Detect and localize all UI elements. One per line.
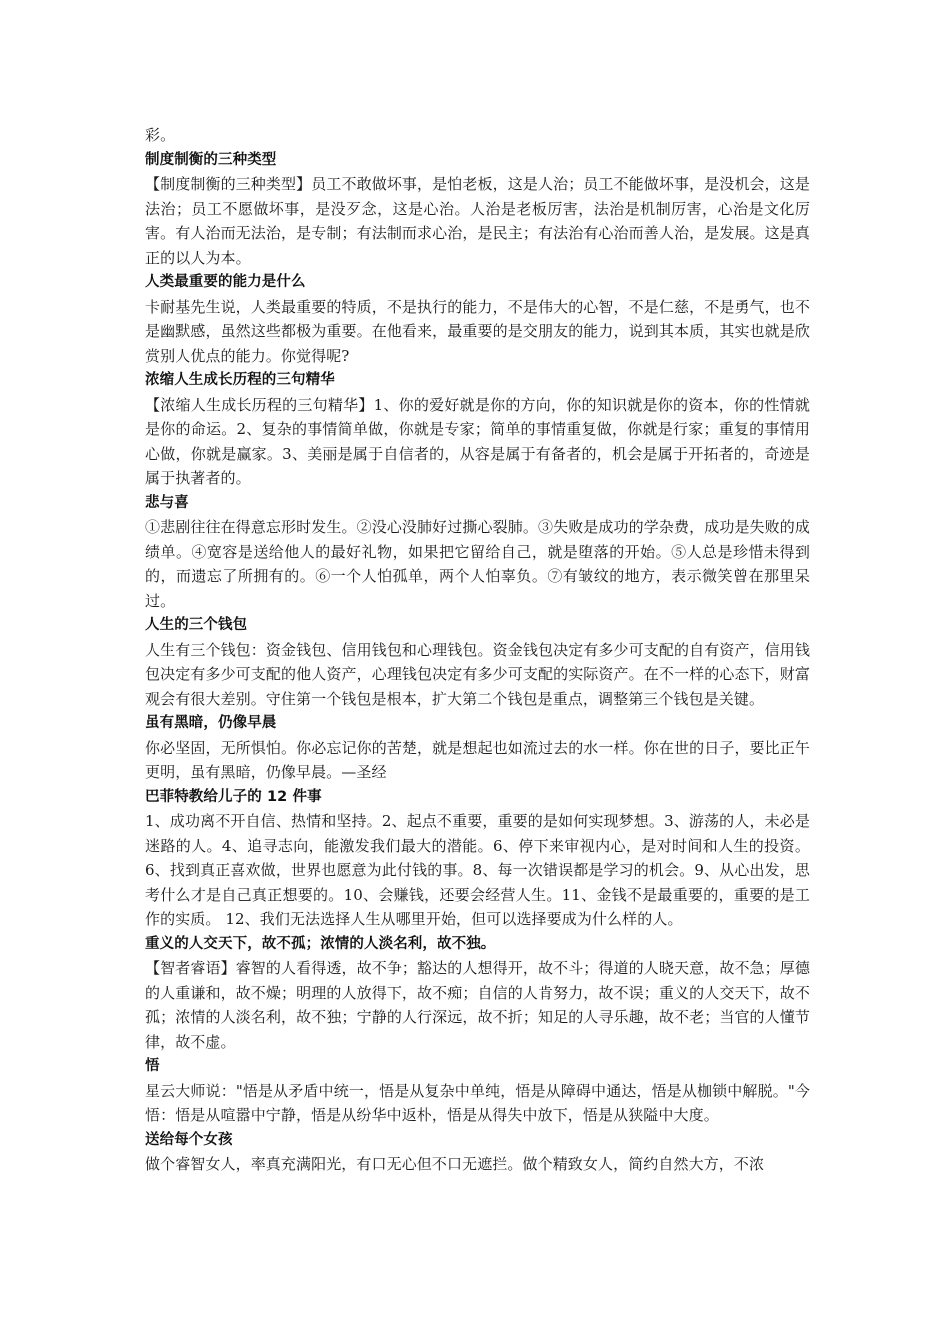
section-paragraph: 星云大师说："悟是从矛盾中统一，悟是从复杂中单纯，悟是从障碍中通达，悟是从枷锁中解脱。"今悟：悟是从喧嚣中宁静，悟是从纷华中返朴，悟是从得失中放下，悟是从狭隘中大度。 <box>145 1081 810 1124</box>
section-heading: 送给每个女孩 <box>145 1131 233 1148</box>
section-paragraph: 人生有三个钱包：资金钱包、信用钱包和心理钱包。资金钱包决定有多少可支配的自有资产，信用钱包决定有多少可支配的他人资产，心理钱包决定有多少可支配的实际资产。在不一样的心态下，财富观会有很大差别。守住第一个钱包是根本，扩大第二个钱包是重点，调整第三个钱包是关键。 <box>145 640 810 708</box>
section-paragraph: 【智者睿语】睿智的人看得透，故不争；豁达的人想得开，故不斗；得道的人晓天意，故不急；厚德的人重谦和，故不燥；明理的人放得下，故不痴；自信的人肯努力，故不误；重义的人交天下，故不孤；浓情的人淡名利，故不独；宁静的人行深远，故不折；知足的人寻乐趣，故不老；当官的人懂节律，故不虚。 <box>145 959 810 1051</box>
section-heading: 人类最重要的能力是什么 <box>145 274 306 290</box>
section-paragraph: 1、成功离不开自信、热情和坚持。2、起点不重要，重要的是如何实现梦想。3、游荡的人，未必是迷路的人。4、追寻志向，能激发我们最大的潜能。6、停下来审视内心，是对时间和人生的投资。6、找到真正喜欢做，世界也愿意为此付钱的事。8、每一次错误都是学习的机会。9、从心出发，思考什么才是自己真正想要的。10、会赚钱，还要会经营人生。11、金钱不是最重要的，重要的是工作的实质。 12、我们无法选择人生从哪里开始，但可以选择要成为什么样的人。 <box>145 812 810 928</box>
section-paragraph: 卡耐基先生说，人类最重要的特质，不是执行的能力，不是伟大的心智，不是仁慈，不是勇气，也不是幽默感，虽然这些都极为重要。在他看来，最重要的是交朋友的能力，说到其本质，其实也就是欣赏别人优点的能力。你觉得呢? <box>145 297 810 365</box>
section-heading: 制度制衡的三种类型 <box>145 151 277 168</box>
section-paragraph: 做个睿智女人，率真充满阳光，有口无心但不口无遮拦。做个精致女人，简约自然大方，不浓 <box>145 1155 765 1173</box>
section-paragraph: 【制度制衡的三种类型】员工不敢做坏事，是怕老板，这是人治；员工不能做坏事，是没机会，这是法治；员工不愿做坏事，是没歹念，这是心治。人治是老板厉害，法治是机制厉害，心治是文化厉害。有人治而无法治，是专制；有法制而求心治，是民主；有法治有心治而善人治，是发展。这是真正的以人为本。 <box>145 175 810 267</box>
section-paragraph: ①悲剧往往在得意忘形时发生。②没心没肺好过撕心裂肺。③失败是成功的学杂费，成功是失败的成绩单。④宽容是送给他人的最好礼物，如果把它留给自己，就是堕落的开始。⑤人总是珍惜未得到的，而遗忘了所拥有的。⑥一个人怕孤单，两个人怕辜负。⑦有皱纹的地方，表示微笑曾在那里呆过。 <box>145 518 810 610</box>
section-heading: 人生的三个钱包 <box>145 617 248 633</box>
section-heading: 重义的人交天下，故不孤；浓情的人淡名利，故不独。 <box>145 935 496 952</box>
document-body <box>145 123 810 1177</box>
section-heading: 虽有黑暗，仍像早晨 <box>145 715 277 731</box>
section-heading: 悲与喜 <box>145 494 189 511</box>
section-heading: 浓缩人生成长历程的三句精华 <box>145 372 335 388</box>
section-heading: 悟 <box>145 1058 160 1074</box>
section-paragraph: 你必坚固，无所惧怕。你必忘记你的苦楚，就是想起也如流过去的水一样。你在世的日子，要比正午更明，虽有黑暗，仍像早晨。—圣经 <box>145 738 810 781</box>
section-paragraph: 【浓缩人生成长历程的三句精华】1、你的爱好就是你的方向，你的知识就是你的资本，你的性情就是你的命运。2、复杂的事情简单做，你就是专家；简单的事情重复做，你就是行家；重复的事情用心做，你就是赢家。3、美丽是属于自信者的，从容是属于有备者的，机会是属于开拓者的，奇迹是属于执著者的。 <box>145 395 810 487</box>
section-heading: 巴菲特教给儿子的 12 件事 <box>145 788 322 805</box>
intro-fragment: 彩。 <box>145 126 176 144</box>
